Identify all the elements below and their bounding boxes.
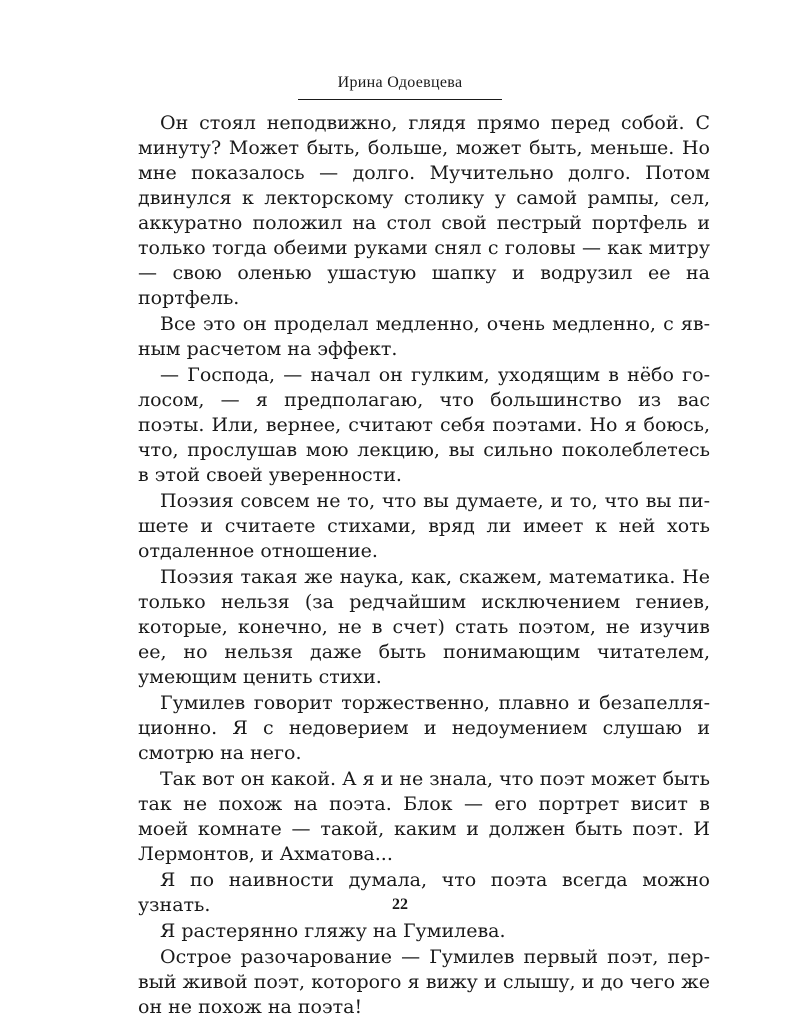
paragraph: Я по наивности думала, что поэта всегда можно узнать. xyxy=(138,869,710,916)
page-number: 22 xyxy=(392,896,408,913)
paragraph: Гумилев говорит торжественно, плавно и безапелляционно. Я с недоверием и недоумением слушаю и смотрю на него. xyxy=(138,692,710,764)
paragraph: Так вот он какой. А я и не знала, что поэт может быть так не похож на поэта. Блок — его портрет висит в моей комнате — такой, каким и должен быть поэт. И Лермонтов, и Ахматова... xyxy=(138,768,710,865)
paragraph: Я растерянно гляжу на Гумилева. xyxy=(160,920,506,942)
body-text xyxy=(138,111,710,1020)
paragraph: Поэзия совсем не то, что вы думаете, и то, что вы пишете и считаете стихами, вряд ли имеет к ней хоть отдаленное отношение. xyxy=(138,490,710,562)
paragraph: — Господа, — начал он гулким, уходящим в нёбо голосом, — я предполагаю, что большинство из вас поэты. Или, вернее, считают себя поэтами. Но я боюсь, что, прослушав мою лекцию, вы сильно поколеблетесь в этой своей уверенности. xyxy=(138,364,710,486)
header-rule xyxy=(298,99,502,100)
paragraph: Все это он проделал медленно, очень медленно, с явным расчетом на эффект. xyxy=(138,313,710,360)
paragraph: Он стоял неподвижно, глядя прямо перед собой. С минуту? Может быть, больше, может быть, меньше. Но мне показалось — долго. Мучительно долго. Потом двинулся к лекторскому столику у самой рампы, сел, аккуратно положил на стол свой пестрый портфель и только тогда обеими руками снял с головы — как митру — свою оленью ушастую шапку и водрузил ее на портфель. xyxy=(138,112,710,309)
running-head-author: Ирина Одоевцева xyxy=(337,74,463,91)
paragraph: Поэзия такая же наука, как, скажем, математика. Не только нельзя (за редчайшим исключением гениев, которые, конечно, не в счет) стать поэтом, не изучив ее, но нельзя даже быть понимающим читателем, умеющим ценить стихи. xyxy=(138,566,710,688)
paragraph: Острое разочарование — Гумилев первый поэт, первый живой поэт, которого я вижу и слышу, и до чего же он не похож на поэта! xyxy=(138,946,710,1018)
